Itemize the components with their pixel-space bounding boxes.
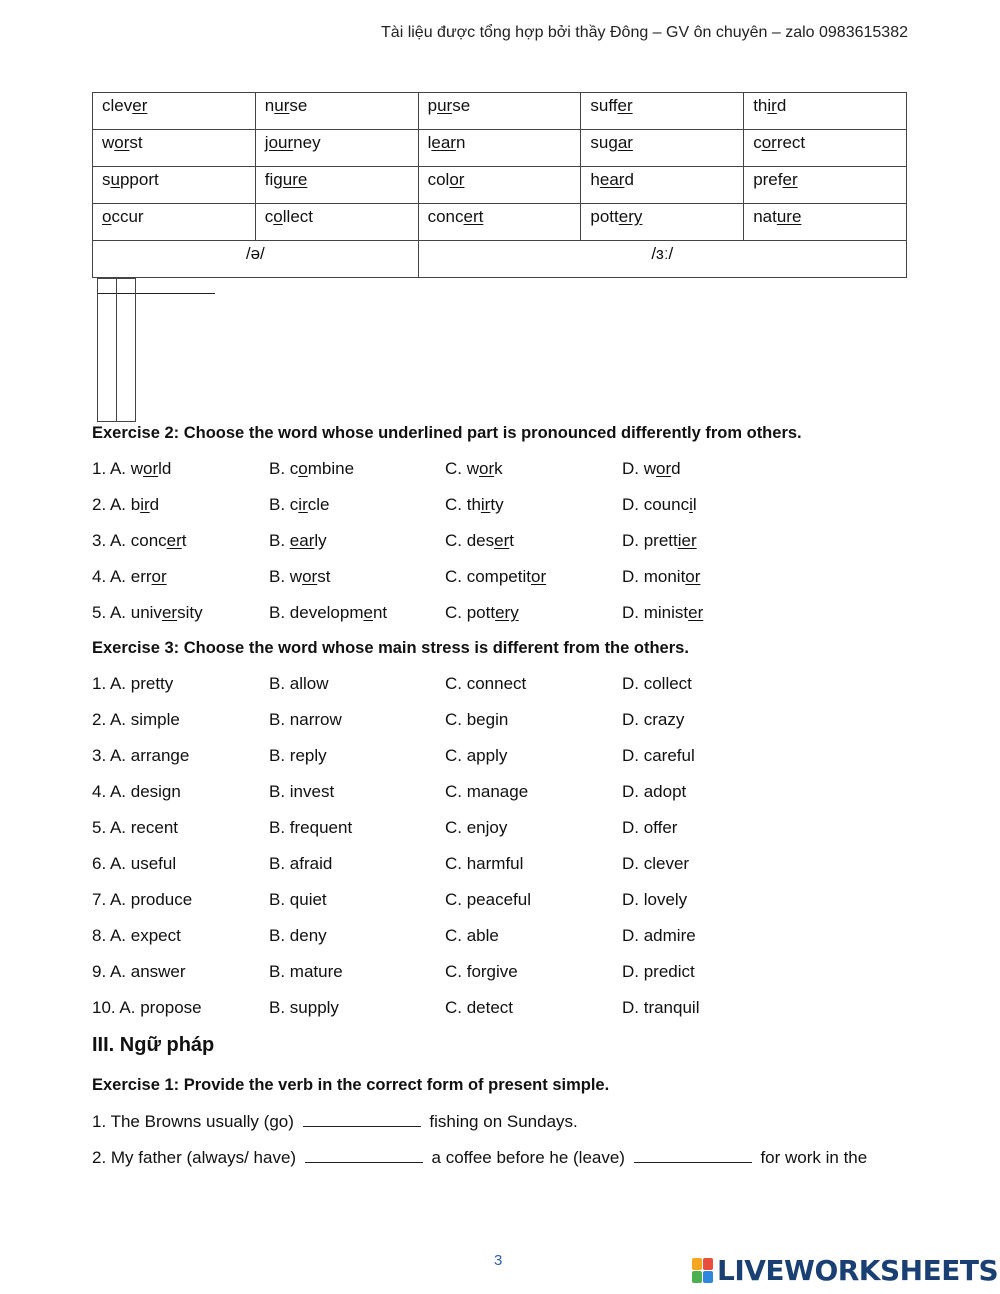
option-b[interactable]: B. supply <box>269 998 339 1017</box>
word-cell[interactable]: sugar <box>581 130 744 167</box>
option-a[interactable]: 9. A. answer <box>92 962 186 981</box>
exercise2-title: Exercise 2: Choose the word whose underlined part is pronounced differently from others. <box>92 424 802 442</box>
option-d[interactable]: D. adopt <box>622 782 687 801</box>
word-cell[interactable]: journey <box>255 130 418 167</box>
option-b[interactable]: B. quiet <box>269 890 327 909</box>
word-cell[interactable]: clever <box>93 93 256 130</box>
option-c[interactable]: C. apply <box>445 746 508 765</box>
exercise2-question <box>92 459 907 483</box>
exercise3-question <box>92 854 907 878</box>
option-a[interactable]: 4. A. error <box>92 567 167 586</box>
exercise2-question <box>92 603 907 627</box>
option-d[interactable]: D. lovely <box>622 890 688 909</box>
option-b[interactable]: B. reply <box>269 746 327 765</box>
question-text: a coffee before he (leave) <box>431 1148 625 1167</box>
word-cell[interactable]: support <box>93 167 256 204</box>
symbol-schwa: /ə/ <box>93 241 419 278</box>
option-c[interactable]: C. connect <box>445 674 527 693</box>
question-text: fishing on Sundays. <box>429 1112 578 1131</box>
exercise2-question <box>92 531 907 555</box>
exercise2-question <box>92 567 907 591</box>
word-cell[interactable]: purse <box>418 93 581 130</box>
logo-text: LIVEWORKSHEETS <box>717 1254 999 1287</box>
question-text: 2. My father (always/ have) <box>92 1148 297 1167</box>
word-cell[interactable]: color <box>418 167 581 204</box>
option-d[interactable]: D. minister <box>622 603 704 622</box>
option-d[interactable]: D. predict <box>622 962 695 981</box>
exercise3-question <box>92 926 907 950</box>
exercise3-question <box>92 710 907 734</box>
option-a[interactable]: 2. A. simple <box>92 710 180 729</box>
exercise3-question <box>92 782 907 806</box>
answer-blank[interactable] <box>634 1147 752 1163</box>
word-cell[interactable]: collect <box>255 204 418 241</box>
exercise3-question <box>92 890 907 914</box>
word-row <box>93 204 907 241</box>
option-c[interactable]: C. desert <box>445 531 514 550</box>
grammar-ex1-title: Exercise 1: Provide the verb in the correct form of present simple. <box>92 1076 610 1094</box>
option-a[interactable]: 5. A. university <box>92 603 203 622</box>
option-a[interactable]: 3. A. arrange <box>92 746 190 765</box>
page-number: 3 <box>494 1252 503 1269</box>
option-a[interactable]: 1. A. pretty <box>92 674 174 693</box>
word-cell[interactable]: third <box>744 93 907 130</box>
answer-box-schwa[interactable] <box>97 279 116 422</box>
option-b[interactable]: B. invest <box>269 782 335 801</box>
option-b[interactable]: B. combine <box>269 459 355 478</box>
word-cell[interactable]: suffer <box>581 93 744 130</box>
option-c[interactable]: C. able <box>445 926 499 945</box>
option-d[interactable]: D. collect <box>622 674 692 693</box>
option-d[interactable]: D. monitor <box>622 567 701 586</box>
word-cell[interactable]: nature <box>744 204 907 241</box>
option-a[interactable]: 1. A. world <box>92 459 172 478</box>
option-c[interactable]: C. begin <box>445 710 509 729</box>
option-c[interactable]: C. competitor <box>445 567 547 586</box>
word-row <box>93 167 907 204</box>
answer-blank[interactable] <box>305 1147 423 1163</box>
option-c[interactable]: C. enjoy <box>445 818 508 837</box>
option-b[interactable]: B. frequent <box>269 818 353 837</box>
word-row <box>93 93 907 130</box>
word-table <box>92 92 907 299</box>
option-d[interactable]: D. crazy <box>622 710 685 729</box>
option-c[interactable]: C. thirty <box>445 495 504 514</box>
page-header: Tài liệu được tổng hợp bởi thầy Đông – GV ôn chuyên – zalo 0983615382 <box>381 24 908 41</box>
exercise3-title: Exercise 3: Choose the word whose main stress is different from the others. <box>92 639 689 657</box>
word-cell[interactable]: concert <box>418 204 581 241</box>
option-d[interactable]: D. offer <box>622 818 678 837</box>
option-d[interactable]: D. clever <box>622 854 690 873</box>
exercise2-question <box>92 495 907 519</box>
word-cell[interactable]: learn <box>418 130 581 167</box>
option-b[interactable]: B. early <box>269 531 327 550</box>
option-c[interactable]: C. peaceful <box>445 890 531 909</box>
option-a[interactable]: 5. A. recent <box>92 818 178 837</box>
option-d[interactable]: D. admire <box>622 926 696 945</box>
option-b[interactable]: B. circle <box>269 495 330 514</box>
word-cell[interactable]: pottery <box>581 204 744 241</box>
word-cell[interactable]: figure <box>255 167 418 204</box>
liveworksheets-logo <box>692 1254 998 1287</box>
option-a[interactable]: 3. A. concert <box>92 531 187 550</box>
option-a[interactable]: 10. A. propose <box>92 998 202 1017</box>
word-cell[interactable]: prefer <box>744 167 907 204</box>
exercise3-question <box>92 674 907 698</box>
option-b[interactable]: B. narrow <box>269 710 342 729</box>
option-c[interactable]: C. pottery <box>445 603 519 622</box>
option-a[interactable]: 7. A. produce <box>92 890 193 909</box>
word-cell[interactable]: correct <box>744 130 907 167</box>
word-cell[interactable]: occur <box>93 204 256 241</box>
option-b[interactable]: B. afraid <box>269 854 333 873</box>
option-c[interactable]: C. detect <box>445 998 514 1017</box>
answer-box-er[interactable] <box>116 279 135 422</box>
logo-mark-icon <box>692 1258 713 1283</box>
word-cell[interactable]: heard <box>581 167 744 204</box>
option-b[interactable]: B. deny <box>269 926 327 945</box>
option-b[interactable]: B. allow <box>269 674 329 693</box>
exercise3-question <box>92 998 907 1022</box>
grammar-question-2 <box>92 1147 907 1168</box>
option-a[interactable]: 2. A. bird <box>92 495 160 514</box>
option-b[interactable]: B. worst <box>269 567 331 586</box>
option-c[interactable]: C. forgive <box>445 962 518 981</box>
symbol-er: /ɜː/ <box>418 241 906 278</box>
word-cell[interactable]: worst <box>93 130 256 167</box>
word-row <box>93 130 907 167</box>
exercise3-question <box>92 818 907 842</box>
option-d[interactable]: D. tranquil <box>622 998 700 1017</box>
question-text: 1. The Browns usually (go) <box>92 1112 294 1131</box>
option-a[interactable]: 4. A. design <box>92 782 181 801</box>
question-text: for work in the <box>760 1148 868 1167</box>
option-d[interactable]: D. careful <box>622 746 695 765</box>
option-b[interactable]: B. mature <box>269 962 343 981</box>
exercise3-question <box>92 962 907 986</box>
option-b[interactable]: B. development <box>269 603 388 622</box>
option-d[interactable]: D. prettier <box>622 531 697 550</box>
word-cell[interactable]: nurse <box>255 93 418 130</box>
grammar-question-1 <box>92 1111 907 1132</box>
option-a[interactable]: 8. A. expect <box>92 926 181 945</box>
option-c[interactable]: C. work <box>445 459 503 478</box>
option-c[interactable]: C. harmful <box>445 854 524 873</box>
option-d[interactable]: D. word <box>622 459 681 478</box>
answer-blank[interactable] <box>303 1111 421 1127</box>
option-d[interactable]: D. council <box>622 495 697 514</box>
grammar-section-title: III. Ngữ pháp <box>92 1034 215 1056</box>
option-c[interactable]: C. manage <box>445 782 529 801</box>
option-a[interactable]: 6. A. useful <box>92 854 177 873</box>
exercise3-question <box>92 746 907 770</box>
